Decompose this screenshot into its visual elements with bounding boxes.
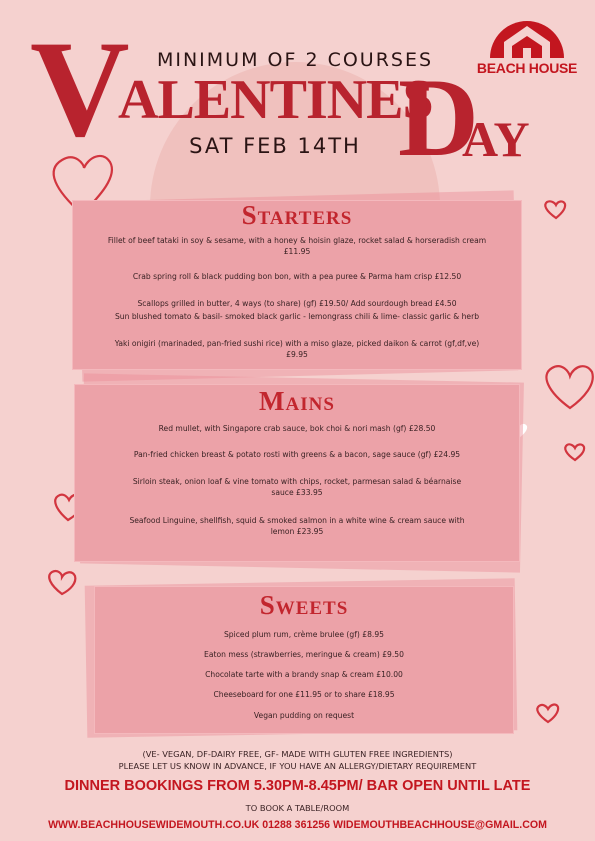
mains-title: Mains bbox=[259, 386, 335, 416]
menu-item-price: lemon £23.95 bbox=[270, 527, 324, 536]
title-letter-d: D bbox=[398, 56, 479, 180]
allergy-notice: PLEASE LET US KNOW IN ADVANCE, IF YOU HAVE AN ALLERGY/DIETARY REQUIREMENT bbox=[118, 761, 477, 771]
menu-item: Cheeseboard for one £11.95 or to share £18.95 bbox=[213, 690, 395, 699]
menu-item-price: £9.95 bbox=[286, 350, 308, 359]
menu-item: Crab spring roll & black pudding bon bon, with a pea puree & Parma ham crisp £12.50 bbox=[132, 272, 462, 281]
event-date: SAT FEB 14TH bbox=[189, 134, 361, 158]
heart-icon bbox=[537, 705, 558, 722]
menu-item: Yaki onigiri (marinaded, pan-fried sushi rice) with a miso glaze, picked daikon & carrot (gf,df,ve) bbox=[114, 339, 480, 348]
menu-item: Red mullet, with Singapore crab sauce, bok choi & nori mash (gf) £28.50 bbox=[158, 424, 436, 433]
menu-item-price: sauce £33.95 bbox=[271, 488, 323, 497]
menu-item: Spiced plum rum, crème brulee (gf) £8.95 bbox=[223, 630, 385, 639]
title-valentines: ALENTINES bbox=[118, 69, 433, 131]
menu-item: Seafood Linguine, shellfish, squid & smoked salmon in a white wine & cream sauce with bbox=[129, 516, 465, 525]
menu-item: Vegan pudding on request bbox=[253, 711, 355, 720]
menu-item: Scallops grilled in butter, 4 ways (to share) (gf) £19.50/ Add sourdough bread £4.50 bbox=[137, 299, 457, 308]
menu-item: Fillet of beef tataki in soy & sesame, with a honey & hoisin glaze, rocket salad & horseradish cream bbox=[107, 236, 487, 245]
menu-item: Pan-fried chicken breast & potato rosti with greens & a bacon, sage sauce (gf) £24.95 bbox=[133, 450, 461, 459]
sweets-title: Sweets bbox=[259, 590, 349, 620]
logo-text: BEACH HOUSE bbox=[476, 60, 578, 76]
contact-info: WWW.BEACHHOUSEWIDEMOUTH.CO.UK 01288 361256 WIDEMOUTHBEACHHOUSE@GMAIL.COM bbox=[48, 819, 547, 831]
to-book-text: TO BOOK A TABLE/ROOM bbox=[245, 803, 350, 813]
heart-icon bbox=[565, 444, 584, 460]
title-letter-v: V bbox=[30, 12, 130, 165]
starters-panel bbox=[72, 200, 522, 370]
minimum-courses-text: MINIMUM OF 2 COURSES bbox=[156, 49, 434, 71]
heart-icon bbox=[545, 201, 565, 218]
heart-icon bbox=[546, 366, 592, 408]
beach-house-logo bbox=[468, 8, 586, 80]
menu-item-note: Sun blushed tomato & basil- smoked black garlic - lemongrass chili & lime- classic garlic & herb bbox=[114, 312, 480, 321]
dietary-legend: (VE- VEGAN, DF-DAIRY FREE, GF- MADE WITH GLUTEN FREE INGREDIENTS) bbox=[142, 749, 453, 759]
starters-title: Starters bbox=[241, 200, 353, 230]
menu-item: Sirloin steak, onion loaf & vine tomato with chips, rocket, parmesan salad & béarnaise bbox=[132, 477, 462, 486]
menu-item: Chocolate tarte with a brandy snap & cream £10.00 bbox=[205, 670, 403, 679]
house-sun-icon bbox=[468, 8, 586, 64]
mains-panel bbox=[74, 384, 520, 562]
sweets-panel bbox=[94, 586, 514, 734]
menu-item: Eaton mess (strawberries, meringue & cream) £9.50 bbox=[204, 650, 404, 659]
menu-item-price: £11.95 bbox=[283, 247, 311, 256]
heart-icon bbox=[49, 571, 75, 594]
bookings-text: DINNER BOOKINGS FROM 5.30PM-8.45PM/ BAR OPEN UNTIL LATE bbox=[64, 778, 531, 794]
title-day: AY bbox=[462, 111, 530, 167]
